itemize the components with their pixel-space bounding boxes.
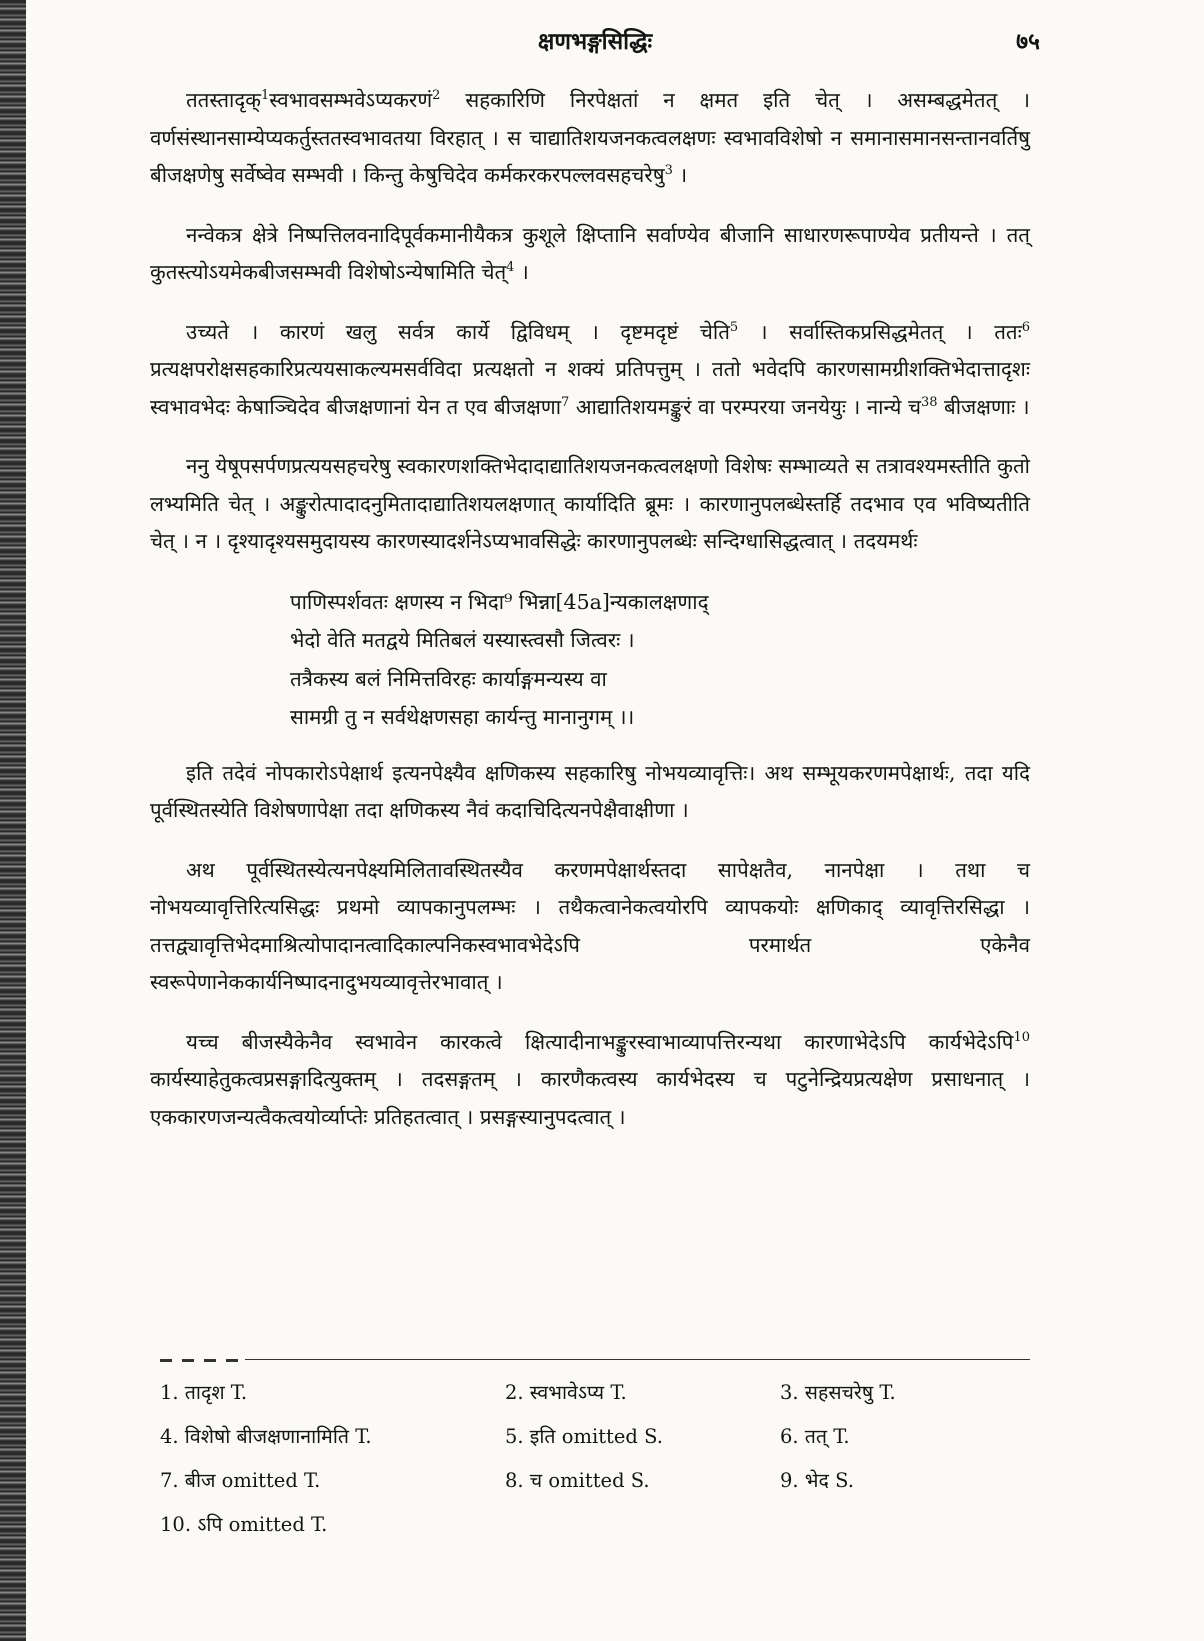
paragraph-text: इति तदेवं नोपकारोऽपेक्षार्थ इत्यनपेक्ष्यैव क्षणिकस्य सहकारिषु नोभयव्यावृत्तिः। अथ सम्भूयकरणमपेक्षार्थः, तदा यदि पूर्वस्थितस्येति विशेषणापेक्षा तदा क्षणिकस्य नैवं कदाचिदित्यनपेक्षैवाक्षीणा ।: [150, 760, 1030, 822]
paragraph: [150, 448, 1030, 561]
footnote: 5. इति omitted S.: [505, 1425, 663, 1448]
paragraph: [150, 852, 1030, 1002]
paragraph: [150, 217, 1030, 292]
verse-line: भेदो वेति मतद्वये मितिबलं यस्यास्त्वसौ जित्वरः ।: [290, 628, 635, 652]
paragraph-text: ।: [514, 260, 529, 284]
verse-line: सामग्री तु न सर्वथेक्षणसहा कार्यन्तु मानानुगम् ।।: [290, 705, 635, 729]
paragraph-text: ।: [672, 163, 688, 187]
verse-block: [290, 583, 1030, 737]
paragraph-text: अथ पूर्वस्थितस्येत्यनपेक्ष्यमिलितावस्थितस्यैव करणमपेक्षार्थस्तदा सापेक्षतैव, नानपेक्षा । तथा च नोभयव्यावृत्तिरित्यसिद्धः प्रथमो व्यापकानुपलम्भः । तथैकत्वानेकत्वयोरपि व्यापकयोः क्षणिकाद् व्यावृत्तिरसिद्धा । तत्तद्व्यावृत्तिभेदमाश्रित्योपादानत्वादिकाल्पनिकस्वभावभेदेऽपि परमार्थत एकेनैव स्वरूपेणानेककार्यनिष्पादनादुभयव्यावृत्तेरभावात् ।: [150, 857, 1030, 994]
footnote-ref: 6: [1021, 319, 1031, 335]
verse-line: तत्रैकस्य बलं निमित्तविरहः कार्याङ्गमन्यस्य वा: [290, 666, 607, 691]
paragraph-text: बीजक्षणाः ।: [937, 394, 1030, 419]
paragraph-text: स्वभावसम्भवेऽप्यकरणं: [269, 88, 433, 112]
footnotes: [160, 1378, 1030, 1554]
footnote: 1. तादृश T.: [160, 1381, 248, 1404]
paragraph-text: यच्च बीजस्यैकेनैव स्वभावेन कारकत्वे क्षित्यादीनाभङ्कुरस्वाभाव्यापत्तिरन्यथा कारणाभेदेऽपि कार्यभेदेऽपि: [186, 1029, 1014, 1054]
paragraph: [150, 755, 1030, 830]
footnote-ref: 2: [432, 88, 441, 104]
paragraph-text: उच्यते । कारणं खलु सर्वत्र कार्ये द्विविधम् । दृष्टमदृष्टं चेति: [186, 319, 730, 344]
footnote: 7. बीज omitted T.: [160, 1469, 321, 1492]
footnote-row: [160, 1422, 1030, 1466]
paragraph-text: आद्यातिशयमङ्कुरं वा परम्परया जनयेयुः । नान्ये च: [569, 394, 921, 419]
paragraph: [150, 314, 1030, 427]
footnote: 4. विशेषो बीजक्षणानामिति T.: [160, 1425, 372, 1448]
paragraph-text: ननु येषूपसर्पणप्रत्ययसहचरेषु स्वकारणशक्तिभेदादाद्यातिशयजनकत्वलक्षणो विशेषः सम्भाव्यते स तत्रावश्यमस्तीति कुतो लभ्यमिति चेत् । अङ्कुरोत्पादादनुमितादाद्यातिशयलक्षणात् कार्यादिति ब्रूमः । कारणानुपलब्धेस्तर्हि तदभाव एव भविष्यतीति चेत् । न । दृश्यादृश्यसमुदायस्य कारणस्यादर्शनेऽप्यभावसिद्धेः कारणानुपलब्धेः सन्दिग्धासिद्धत्वात् । तदयमर्थः: [150, 454, 1030, 553]
footnote: 3. सहसचरेषु T.: [780, 1381, 896, 1404]
paragraph-text: नन्वेकत्र क्षेत्रे निष्पत्तिलवनादिपूर्वकमानीयैकत्र कुशूले क्षिप्तानि सर्वाण्येव बीजानि साधारणरूपाण्येव प्रतीयन्ते । तत् कुतस्त्योऽयमेकबीजसम्भवी विशेषोऽन्येषामिति चेत्: [150, 222, 1030, 284]
paragraph-text: कार्यस्याहेतुकत्वप्रसङ्गादित्युक्तम् । तदसङ्गतम् । कारणैकत्वस्य कार्यभेदस्य च पटुनेन्द्रियप्रत्यक्षेण प्रसाधनात् । एककारणजन्यत्वैकत्वयोर्व्याप्तेः प्रतिहतत्वात् । प्रसङ्गस्यानुपदत्वात् ।: [150, 1067, 1030, 1129]
page-body: [150, 82, 1030, 1158]
paragraph-text: सहकारिणि निरपेक्षतां न क्षमत इति चेत् । असम्बद्धमेतत् । वर्णसंस्थानसाम्येप्यकर्तुस्ततस्वभावतया विरहात् । स चाद्यातिशयजनकत्वलक्षणः स्वभावविशेषो न समानासमानसन्तानवर्तिषु बीजक्षणेषु सर्वेष्वेव सम्भवी । किन्तु केषुचिदेव कर्मकरकरपल्लवसहचरेषु: [150, 88, 1030, 187]
paragraph-text: प्रत्यक्षपरोक्षसहकारिप्रत्ययसाकल्यमसर्वविदा प्रत्यक्षतो न शक्यं प्रतिपत्तुम् । ततो भवेदपि कारणसामग्रीशक्तिभेदात्तादृशः स्वभावभेदः केषाञ्चिदेव बीजक्षणानां येन त एव बीजक्षणा: [150, 357, 1030, 419]
footnote-row: [160, 1378, 1030, 1422]
paragraphs-before-verse: [150, 82, 1030, 561]
footnote: 2. स्वभावेऽप्य T.: [505, 1381, 627, 1404]
footnote-ref: 10: [1013, 1029, 1030, 1045]
footnote-ref: 5: [729, 319, 739, 335]
footnote: 8. च omitted S.: [505, 1469, 650, 1492]
footnote: 9. भेद S.: [780, 1469, 854, 1492]
footnote-row: [160, 1466, 1030, 1510]
footnote-ref: 4: [506, 260, 515, 276]
page-header: [150, 24, 1040, 64]
page-number: ७५: [1016, 28, 1040, 55]
footnote-row: [160, 1510, 1030, 1554]
footnote: 10. ऽपि omitted T.: [160, 1513, 328, 1536]
footnote-ref: 38: [920, 394, 938, 410]
paragraph-text: । सर्वास्तिकप्रसिद्धमेतत् । ततः: [738, 319, 1022, 344]
paragraph-text: ततस्तादृक्: [186, 88, 261, 112]
footnote-ref: 3: [664, 163, 673, 179]
footnote-ref: 7: [561, 394, 570, 410]
paragraph: [150, 82, 1030, 195]
footnote: 6. तत् T.: [780, 1425, 850, 1448]
book-binding-edge: [0, 0, 26, 1641]
verse-line: पाणिस्पर्शवतः क्षणस्य न भिदा⁹ भिन्ना[45a]न्यकालक्षणाद्: [290, 589, 709, 614]
footnote-separator: [150, 1359, 1030, 1360]
footnote-ref: 1: [260, 88, 270, 104]
paragraph: [150, 1024, 1030, 1137]
paragraphs-after-verse: [150, 755, 1030, 1137]
page-title: क्षणभङ्गसिद्धिः: [537, 28, 653, 55]
